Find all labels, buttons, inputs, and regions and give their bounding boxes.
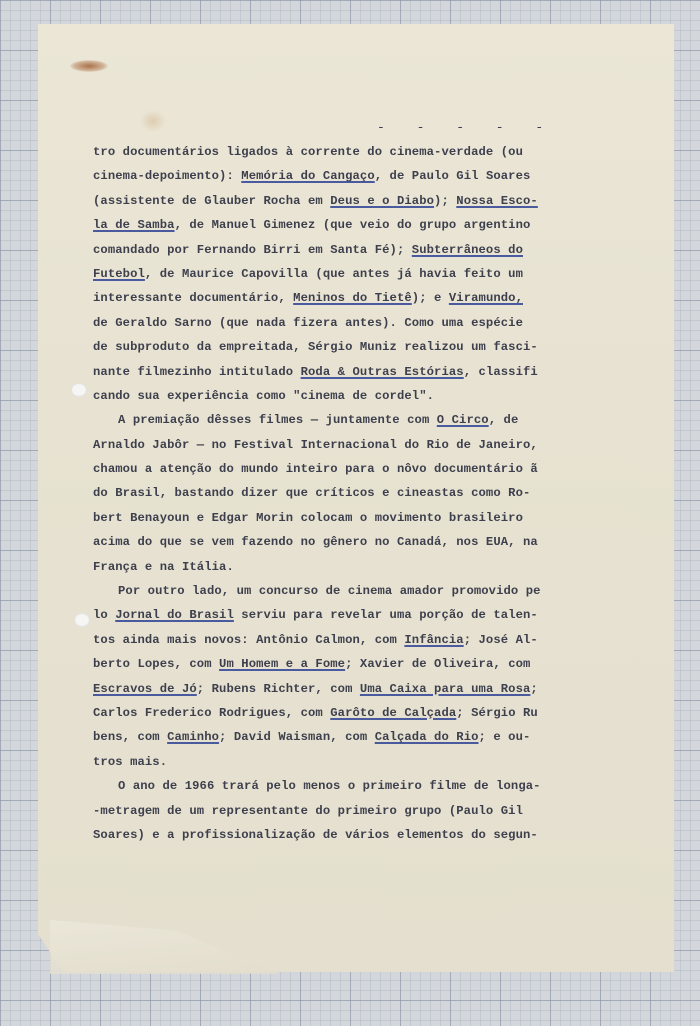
top-dash-marks: - - - - -: [377, 120, 556, 135]
text-segment: cinema-depoimento):: [93, 169, 242, 184]
paper-stain: [140, 110, 166, 132]
underlined-title: Memória do Cangaço: [241, 169, 375, 184]
text-segment: A premiação dêsses filmes — juntamente com: [118, 413, 437, 428]
text-line: [93, 603, 563, 627]
text-segment: ); e: [411, 291, 449, 306]
text-line: [93, 750, 563, 774]
text-segment: , de Maurice Capovilla (que antes já havia feito um: [144, 266, 524, 281]
text-segment: O ano de 1966 trará pelo menos o primeiro filme de longa-: [118, 779, 541, 794]
text-line: [93, 652, 563, 676]
text-segment: lo: [93, 608, 116, 623]
text-segment: );: [434, 193, 457, 208]
text-segment: de subproduto da empreitada, Sérgio Muniz realizou um fasci-: [93, 340, 538, 355]
underlined-title: Meninos do Tietê: [293, 291, 412, 306]
text-segment: Por outro lado, um concurso de cinema amador promovido pe: [118, 584, 541, 599]
text-line: [93, 823, 563, 847]
text-segment: acima do que se vem fazendo no gênero no Canadá, nos EUA, na: [93, 535, 538, 550]
text-segment: de Geraldo Sarno (que nada fizera antes). Como uma espécie: [93, 315, 523, 330]
underlined-title: Garôto de Calçada: [330, 705, 457, 720]
text-segment: Carlos Frederico Rodrigues, com: [93, 705, 331, 720]
text-segment: ; Sérgio Ru: [456, 705, 538, 720]
underlined-title: Escravos de Jó: [93, 681, 197, 696]
text-segment: , de: [488, 413, 519, 428]
text-segment: , de Manuel Gimenez (que veio do grupo argentino: [174, 218, 531, 233]
underlined-title: Calçada do Rio: [374, 730, 479, 745]
text-segment: tro documentários ligados à corrente do cinema-verdade (ou: [93, 145, 523, 159]
punch-hole: [71, 383, 87, 397]
text-segment: ; Rubens Richter, com: [196, 681, 360, 696]
text-segment: ; David Waisman, com: [219, 730, 375, 745]
text-line: [93, 799, 563, 823]
text-segment: Arnaldo Jabôr — no Festival Internacional do Rio de Janeiro,: [93, 437, 538, 452]
text-segment: (assistente de Glauber Rocha em: [93, 193, 331, 208]
text-segment: do Brasil, bastando dizer que críticos e cineastas como Ro-: [93, 486, 531, 501]
text-line: [93, 457, 563, 481]
text-line: [93, 262, 563, 286]
underlined-title: Infância: [404, 632, 464, 647]
text-line: [93, 481, 563, 505]
text-line: [93, 384, 563, 408]
underlined-title: Futebol: [93, 266, 145, 281]
text-segment: ; José Al-: [463, 632, 538, 647]
text-line: [93, 360, 563, 384]
text-line: [93, 189, 563, 213]
underlined-title: Caminho: [167, 730, 220, 745]
text-segment: , de Paulo Gil Soares: [374, 169, 531, 184]
underlined-title: Deus e o Diabo: [330, 193, 435, 208]
underlined-title: Jornal do Brasil: [115, 608, 234, 623]
text-line: [93, 628, 563, 652]
underlined-title: O Circo: [436, 413, 489, 428]
text-segment: ;: [530, 681, 538, 696]
underlined-title: Viramundo,: [448, 291, 524, 306]
text-line: [93, 555, 563, 579]
text-line: [93, 238, 563, 262]
text-segment: -metragem de um representante do primeiro grupo (Paulo Gil: [93, 803, 523, 818]
text-line: [93, 579, 563, 603]
underlined-title: Um Homem e a Fome: [219, 657, 346, 672]
text-line: [93, 335, 563, 359]
text-segment: tros mais.: [93, 754, 168, 769]
text-segment: bert Benayoun e Edgar Morin colocam o movimento brasileiro: [93, 510, 523, 525]
underlined-title: Nossa Esco-: [456, 193, 538, 208]
text-line: [93, 213, 563, 237]
text-segment: serviu para revelar uma porção de talen-: [233, 608, 538, 623]
underlined-title: la de Samba: [93, 218, 175, 233]
underlined-title: Subterrâneos do: [411, 242, 524, 257]
text-segment: nante filmezinho intitulado: [93, 364, 301, 379]
text-line: [93, 311, 563, 335]
text-line: [93, 140, 563, 164]
text-line: [93, 677, 563, 701]
text-line: [93, 725, 563, 749]
text-segment: cando sua experiência como "cinema de cordel".: [93, 388, 435, 403]
text-segment: França e na Itália.: [93, 559, 234, 574]
rust-stain: [70, 60, 108, 72]
text-line: [93, 506, 563, 530]
text-segment: interessante documentário,: [93, 291, 294, 306]
text-line: [93, 530, 563, 554]
text-line: [93, 408, 563, 432]
text-line: [93, 433, 563, 457]
text-segment: Soares) e a profissionalização de vários elementos do segun-: [93, 827, 538, 842]
text-segment: comandado por Fernando Birri em Santa Fé);: [93, 242, 412, 257]
text-segment: chamou a atenção do mundo inteiro para o nôvo documentário ã: [93, 462, 538, 477]
underlined-title: Uma Caixa para uma Rosa: [359, 681, 531, 696]
text-line: [93, 164, 563, 188]
text-segment: ; e ou-: [478, 730, 531, 745]
text-segment: berto Lopes, com: [93, 657, 220, 672]
typed-text-body: [93, 140, 563, 847]
text-line: [93, 286, 563, 310]
text-segment: ; Xavier de Oliveira, com: [345, 657, 531, 672]
punch-hole: [74, 613, 90, 627]
text-line: [93, 774, 563, 798]
text-line: [93, 701, 563, 725]
text-segment: , classifi: [463, 364, 538, 379]
text-segment: tos ainda mais novos: Antônio Calmon, com: [93, 632, 405, 647]
underlined-title: Roda & Outras Estórias: [300, 364, 464, 379]
text-segment: bens, com: [93, 730, 168, 745]
